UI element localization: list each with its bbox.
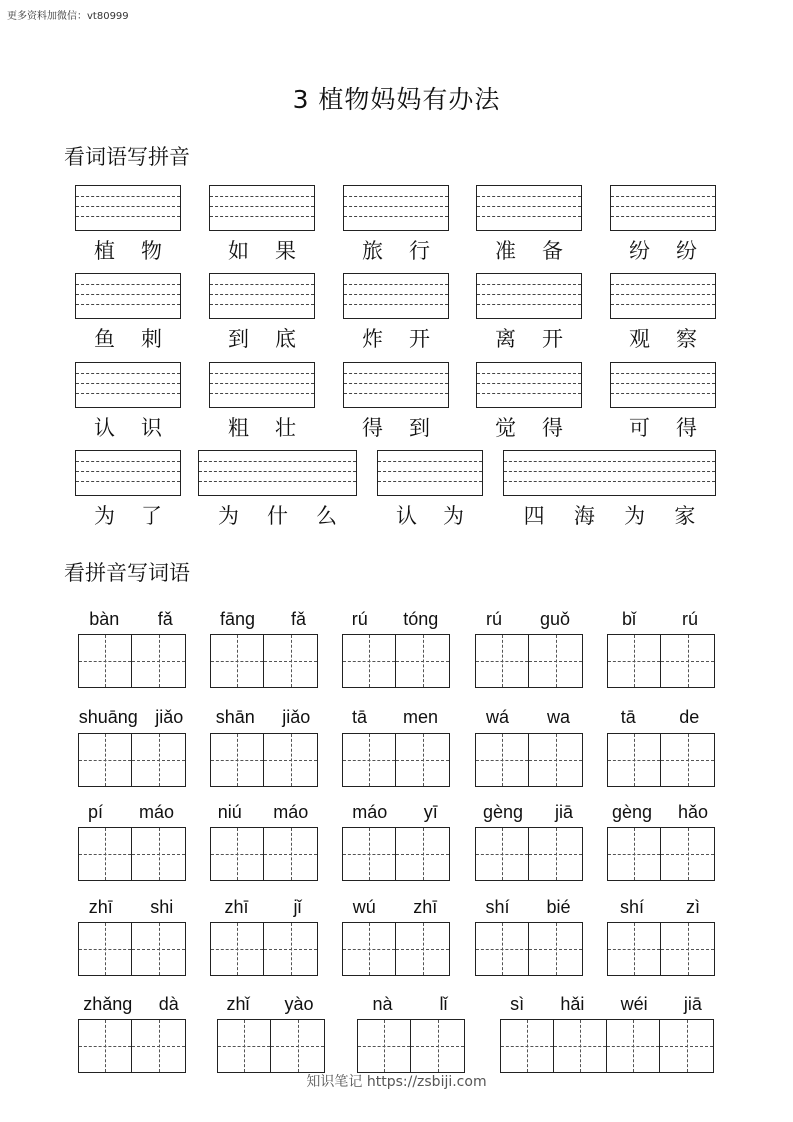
pinyin-syllable: de xyxy=(679,707,700,727)
pinyin-syllable: fāng xyxy=(219,609,256,629)
tianzige-grid xyxy=(78,733,186,787)
writing-cell[interactable] xyxy=(554,1020,607,1072)
pinyin-label xyxy=(334,707,456,728)
writing-cell[interactable] xyxy=(529,734,582,786)
writing-cell[interactable] xyxy=(132,635,185,687)
chinese-character: 开 xyxy=(542,327,563,351)
chinese-word xyxy=(215,235,309,265)
pinyin-syllable: fǎ xyxy=(157,609,173,629)
pinyin-label xyxy=(492,994,720,1015)
chinese-character: 备 xyxy=(542,239,563,263)
chinese-word xyxy=(482,323,576,353)
chinese-character: 得 xyxy=(542,416,563,440)
writing-cell[interactable] xyxy=(132,923,185,975)
chinese-character: 纷 xyxy=(676,239,697,263)
writing-cell[interactable] xyxy=(211,923,264,975)
pinyin-label xyxy=(202,802,324,823)
pinyin-label xyxy=(209,994,331,1015)
pinyin-writing-box[interactable] xyxy=(75,273,181,319)
writing-cell[interactable] xyxy=(132,1020,185,1072)
chinese-character: 觉 xyxy=(495,416,516,440)
tianzige-grid xyxy=(342,733,450,787)
chinese-word xyxy=(81,500,175,530)
writing-cell[interactable] xyxy=(343,635,396,687)
writing-cell[interactable] xyxy=(529,828,582,880)
chinese-word xyxy=(383,500,477,530)
section-heading-word-to-pinyin: 看词语写拼音 xyxy=(64,145,190,169)
writing-cell[interactable] xyxy=(529,635,582,687)
pinyin-writing-box[interactable] xyxy=(343,185,449,231)
pinyin-syllable: máo xyxy=(273,802,309,822)
writing-cell[interactable] xyxy=(211,635,264,687)
pinyin-writing-box[interactable] xyxy=(343,273,449,319)
writing-cell[interactable] xyxy=(660,1020,713,1072)
writing-cell[interactable] xyxy=(476,828,529,880)
pinyin-syllable: máo xyxy=(352,802,388,822)
chinese-character: 底 xyxy=(275,327,296,351)
chinese-word xyxy=(215,323,309,353)
pinyin-writing-box[interactable] xyxy=(476,185,582,231)
pinyin-label xyxy=(467,707,589,728)
pinyin-writing-box[interactable] xyxy=(75,185,181,231)
chinese-character: 可 xyxy=(629,416,650,440)
writing-cell[interactable] xyxy=(608,923,661,975)
pinyin-syllable: lǐ xyxy=(439,994,448,1014)
chinese-character: 准 xyxy=(495,239,516,263)
tianzige-grid xyxy=(210,733,318,787)
chinese-character: 得 xyxy=(676,416,697,440)
tianzige-grid xyxy=(607,634,715,688)
chinese-word xyxy=(616,412,710,442)
writing-cell[interactable] xyxy=(608,828,661,880)
pinyin-writing-box[interactable] xyxy=(503,450,716,496)
pinyin-label xyxy=(334,802,456,823)
tianzige-grid xyxy=(342,827,450,881)
chinese-character: 旅 xyxy=(362,239,383,263)
pinyin-label xyxy=(70,994,192,1015)
writing-cell[interactable] xyxy=(132,828,185,880)
writing-cell[interactable] xyxy=(79,635,132,687)
tianzige-grid xyxy=(475,922,583,976)
writing-cell[interactable] xyxy=(358,1020,411,1072)
tianzige-grid xyxy=(210,827,318,881)
writing-cell[interactable] xyxy=(661,635,714,687)
pinyin-syllable: tā xyxy=(620,707,636,727)
pinyin-syllable: wú xyxy=(352,897,376,917)
pinyin-syllable: men xyxy=(402,707,438,727)
chinese-word xyxy=(81,235,175,265)
chinese-word xyxy=(482,412,576,442)
chinese-character: 海 xyxy=(573,504,595,528)
tianzige-grid xyxy=(607,733,715,787)
pinyin-label xyxy=(202,609,324,630)
tianzige-grid xyxy=(357,1019,465,1073)
chinese-word xyxy=(81,323,175,353)
writing-cell[interactable] xyxy=(411,1020,464,1072)
writing-cell[interactable] xyxy=(218,1020,271,1072)
pinyin-syllable: jiǎo xyxy=(155,707,184,727)
pinyin-writing-box[interactable] xyxy=(209,362,315,408)
tianzige-grid xyxy=(78,1019,186,1073)
lesson-title: 3 植物妈妈有办法 xyxy=(292,85,501,114)
chinese-character: 为 xyxy=(443,504,464,528)
tianzige-grid xyxy=(475,634,583,688)
chinese-character: 行 xyxy=(409,239,430,263)
writing-cell[interactable] xyxy=(211,734,264,786)
pinyin-syllable: wá xyxy=(485,707,509,727)
chinese-word xyxy=(509,500,710,530)
pinyin-writing-box[interactable] xyxy=(476,362,582,408)
tianzige-grid xyxy=(475,733,583,787)
writing-cell[interactable] xyxy=(396,923,449,975)
pinyin-label xyxy=(599,609,721,630)
pinyin-syllable: pí xyxy=(87,802,103,822)
pinyin-syllable: jiǎo xyxy=(282,707,311,727)
tianzige-grid xyxy=(78,922,186,976)
pinyin-syllable: zhǐ xyxy=(226,994,250,1014)
chinese-character: 四 xyxy=(523,504,545,528)
pinyin-label xyxy=(70,897,192,918)
pinyin-syllable: shí xyxy=(485,897,510,917)
tianzige-grid xyxy=(500,1019,714,1073)
pinyin-writing-box[interactable] xyxy=(610,362,716,408)
pinyin-syllable: rú xyxy=(485,609,502,629)
pinyin-label xyxy=(349,994,471,1015)
pinyin-syllable: jiā xyxy=(683,994,702,1014)
pinyin-syllable: shuāng xyxy=(78,707,138,727)
pinyin-syllable: jǐ xyxy=(293,897,302,917)
pinyin-syllable: rú xyxy=(681,609,698,629)
writing-cell[interactable] xyxy=(79,734,132,786)
pinyin-label xyxy=(467,609,589,630)
pinyin-syllable: shi xyxy=(150,897,174,917)
pinyin-writing-box[interactable] xyxy=(75,450,181,496)
section-heading-pinyin-to-word: 看拼音写词语 xyxy=(64,561,190,585)
pinyin-writing-box[interactable] xyxy=(377,450,483,496)
pinyin-syllable: máo xyxy=(138,802,174,822)
writing-cell[interactable] xyxy=(343,734,396,786)
pinyin-syllable: rú xyxy=(351,609,368,629)
pinyin-syllable: sì xyxy=(510,994,525,1014)
chinese-word xyxy=(349,323,443,353)
writing-cell[interactable] xyxy=(476,635,529,687)
pinyin-syllable: bàn xyxy=(89,609,120,629)
writing-cell[interactable] xyxy=(79,923,132,975)
writing-cell[interactable] xyxy=(608,734,661,786)
chinese-character: 察 xyxy=(676,327,697,351)
pinyin-syllable: hǎo xyxy=(677,802,709,822)
chinese-character: 鱼 xyxy=(94,327,115,351)
writing-cell[interactable] xyxy=(271,1020,324,1072)
tianzige-grid xyxy=(217,1019,325,1073)
watermark-text: 更多资料加微信：vt80999 xyxy=(7,11,129,22)
chinese-character: 什 xyxy=(267,504,288,528)
pinyin-syllable: bǐ xyxy=(621,609,636,629)
writing-cell[interactable] xyxy=(661,828,714,880)
pinyin-syllable: niú xyxy=(217,802,242,822)
chinese-character: 得 xyxy=(362,416,383,440)
pinyin-syllable: tā xyxy=(351,707,367,727)
tianzige-grid xyxy=(210,634,318,688)
pinyin-syllable: hǎi xyxy=(560,994,585,1014)
pinyin-label xyxy=(202,707,324,728)
chinese-character: 壮 xyxy=(275,416,296,440)
writing-cell[interactable] xyxy=(396,734,449,786)
pinyin-syllable: nà xyxy=(372,994,393,1014)
pinyin-writing-box[interactable] xyxy=(476,273,582,319)
chinese-character: 果 xyxy=(275,239,296,263)
writing-cell[interactable] xyxy=(264,734,317,786)
writing-cell[interactable] xyxy=(211,828,264,880)
chinese-word xyxy=(81,412,175,442)
pinyin-writing-box[interactable] xyxy=(610,185,716,231)
writing-cell[interactable] xyxy=(476,734,529,786)
chinese-character: 刺 xyxy=(141,327,162,351)
chinese-character: 观 xyxy=(629,327,650,351)
chinese-word xyxy=(616,235,710,265)
chinese-character: 如 xyxy=(228,239,249,263)
tianzige-grid xyxy=(78,827,186,881)
writing-cell[interactable] xyxy=(264,828,317,880)
pinyin-writing-box[interactable] xyxy=(610,273,716,319)
writing-cell[interactable] xyxy=(79,1020,132,1072)
pinyin-label xyxy=(70,707,192,728)
footer-watermark: 知识笔记 https://zsbiji.com xyxy=(306,1074,487,1090)
chinese-character: 么 xyxy=(316,504,337,528)
pinyin-syllable: wéi xyxy=(620,994,648,1014)
writing-cell[interactable] xyxy=(79,828,132,880)
pinyin-label xyxy=(467,802,589,823)
pinyin-label xyxy=(467,897,589,918)
chinese-character: 为 xyxy=(624,504,646,528)
chinese-character: 到 xyxy=(409,416,430,440)
pinyin-label xyxy=(599,707,721,728)
pinyin-label xyxy=(70,609,192,630)
tianzige-grid xyxy=(210,922,318,976)
chinese-character: 离 xyxy=(495,327,516,351)
pinyin-writing-box[interactable] xyxy=(198,450,357,496)
tianzige-grid xyxy=(342,634,450,688)
chinese-character: 家 xyxy=(674,504,696,528)
writing-cell[interactable] xyxy=(501,1020,554,1072)
pinyin-syllable: gèng xyxy=(482,802,524,822)
pinyin-syllable: zhǎng xyxy=(83,994,133,1014)
pinyin-syllable: zhī xyxy=(224,897,249,917)
pinyin-syllable: dà xyxy=(158,994,179,1014)
writing-cell[interactable] xyxy=(343,828,396,880)
pinyin-writing-box[interactable] xyxy=(209,273,315,319)
pinyin-label xyxy=(70,802,192,823)
pinyin-syllable: yào xyxy=(284,994,314,1014)
pinyin-label xyxy=(334,609,456,630)
writing-cell[interactable] xyxy=(607,1020,660,1072)
tianzige-grid xyxy=(475,827,583,881)
tianzige-grid xyxy=(607,922,715,976)
writing-cell[interactable] xyxy=(661,734,714,786)
chinese-character: 识 xyxy=(141,416,162,440)
pinyin-syllable: yī xyxy=(423,802,438,822)
writing-cell[interactable] xyxy=(132,734,185,786)
pinyin-syllable: shān xyxy=(215,707,255,727)
chinese-character: 了 xyxy=(141,504,162,528)
writing-cell[interactable] xyxy=(396,635,449,687)
chinese-character: 为 xyxy=(94,504,115,528)
pinyin-syllable: bié xyxy=(546,897,571,917)
pinyin-label xyxy=(202,897,324,918)
writing-cell[interactable] xyxy=(476,923,529,975)
pinyin-label xyxy=(599,897,721,918)
writing-cell[interactable] xyxy=(264,635,317,687)
pinyin-label xyxy=(334,897,456,918)
pinyin-syllable: wa xyxy=(546,707,570,727)
chinese-character: 物 xyxy=(141,239,162,263)
chinese-word xyxy=(215,412,309,442)
chinese-character: 炸 xyxy=(362,327,383,351)
chinese-character: 纷 xyxy=(629,239,650,263)
chinese-character: 认 xyxy=(94,416,115,440)
pinyin-syllable: zhī xyxy=(413,897,438,917)
tianzige-grid xyxy=(607,827,715,881)
writing-cell[interactable] xyxy=(396,828,449,880)
writing-cell[interactable] xyxy=(529,923,582,975)
chinese-word xyxy=(349,235,443,265)
chinese-character: 粗 xyxy=(228,416,249,440)
chinese-character: 认 xyxy=(396,504,417,528)
chinese-character: 为 xyxy=(218,504,239,528)
writing-cell[interactable] xyxy=(343,923,396,975)
pinyin-syllable: guǒ xyxy=(539,609,571,629)
chinese-character: 开 xyxy=(409,327,430,351)
chinese-word xyxy=(349,412,443,442)
tianzige-grid xyxy=(342,922,450,976)
pinyin-syllable: fǎ xyxy=(291,609,307,629)
pinyin-writing-box[interactable] xyxy=(75,362,181,408)
pinyin-writing-box[interactable] xyxy=(343,362,449,408)
pinyin-syllable: jiā xyxy=(555,802,574,822)
chinese-character: 到 xyxy=(228,327,249,351)
writing-cell[interactable] xyxy=(608,635,661,687)
pinyin-syllable: gèng xyxy=(611,802,653,822)
chinese-word xyxy=(616,323,710,353)
pinyin-syllable: shí xyxy=(619,897,644,917)
pinyin-writing-box[interactable] xyxy=(209,185,315,231)
pinyin-syllable: tóng xyxy=(403,609,439,629)
chinese-word xyxy=(204,500,351,530)
writing-cell[interactable] xyxy=(661,923,714,975)
pinyin-syllable: zhī xyxy=(88,897,113,917)
pinyin-label xyxy=(599,802,721,823)
writing-cell[interactable] xyxy=(264,923,317,975)
tianzige-grid xyxy=(78,634,186,688)
chinese-character: 植 xyxy=(94,239,115,263)
chinese-word xyxy=(482,235,576,265)
pinyin-syllable: zì xyxy=(685,897,700,917)
